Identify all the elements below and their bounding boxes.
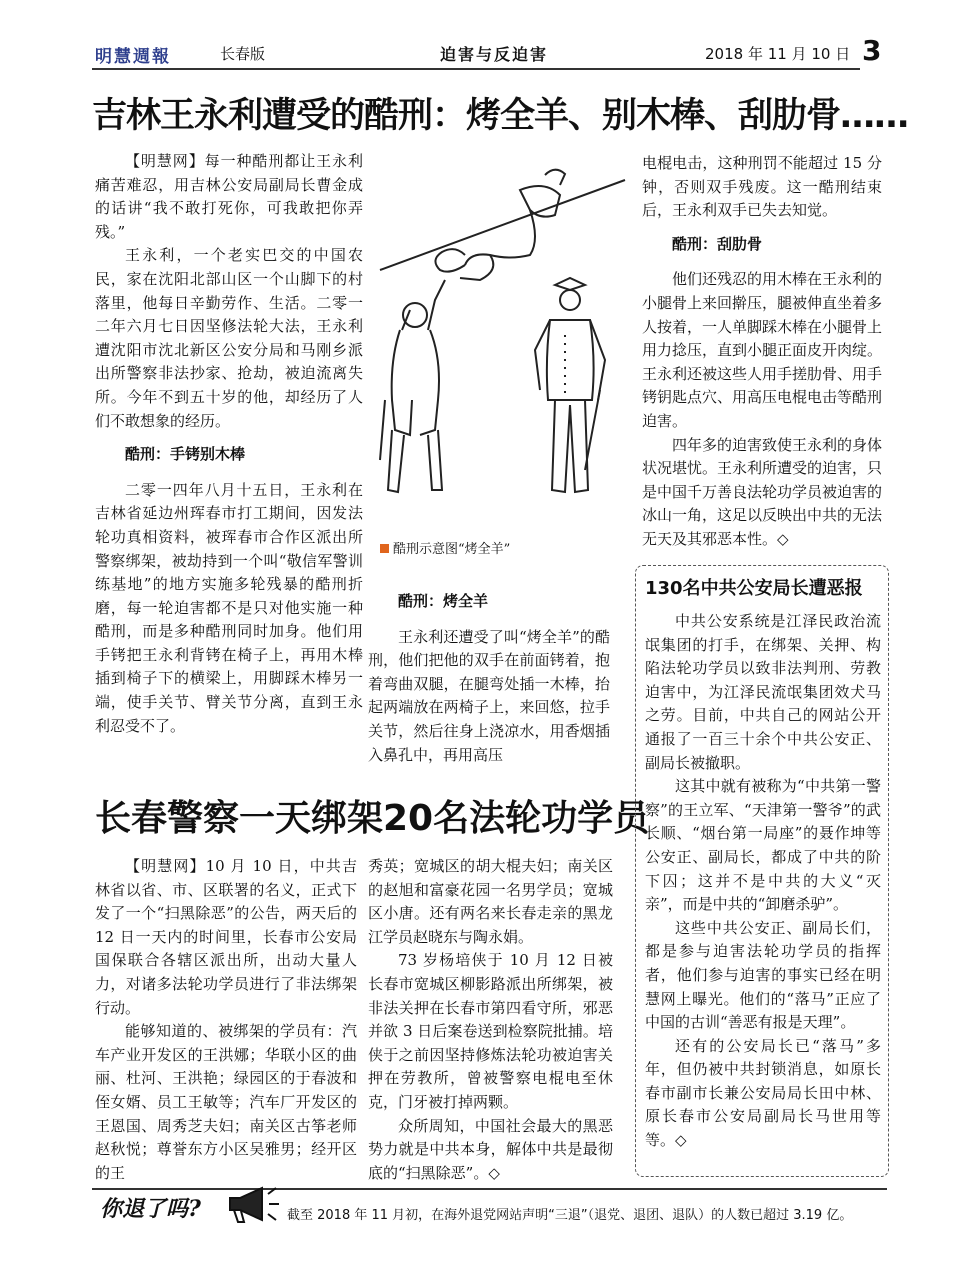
article1-paragraph: 二零一四年八月十五日，王永利在吉林省延边州珲春市打工期间，因发法轮功真相资料，被珲春市合作区派出所警察绑架，被劫持到一个叫“敬信军警训练基地”的地方实施多轮残暴的酷刑折磨，每一轮迫害都不是只对他实施一种酷刑，而是多种酷刑同时加身。他们用手铐把王永利背铐在椅子上，再用木棒插到椅子下的横梁上，用脚踩木棒另一端，使手关节、臂关节分离，直到王永利忍受不了。 (95, 480, 363, 735)
sidebar-title: 130名中共公安局长遭恶报 (645, 578, 863, 599)
article1-column3 (642, 152, 882, 552)
masthead-edition: 长春版 (220, 45, 266, 63)
article2-paragraph: 众所周知，中国社会最大的黑恶势力就是中共本身，解体中共是最彻底的“扫黑除恶”。◇ (368, 1116, 613, 1182)
sidebar-paragraph: 还有的公安局长已“落马”多年，但仍被中共封锁消息，如原长春市副市长兼公安局局长田中林、原长春市公安局副局长马世用等等。◇ (645, 1036, 881, 1150)
article1-paragraph: 四年多的迫害致使王永利的身体状况堪忧。王永利所遭受的迫害，只是中国千万善良法轮功学员被迫害的冰山一角，这足以反映出中共的无法无天及其邪恶本性。◇ (642, 435, 883, 548)
article1-column2 (368, 590, 610, 767)
article2-column2 (368, 855, 613, 1185)
article2-headline: 长春警察一天绑架20名法轮功学员 (95, 798, 650, 839)
footer-rule (92, 1188, 887, 1190)
masthead-section: 迫害与反迫害 (440, 45, 549, 64)
sidebar-paragraph: 中共公安系统是江泽民政治流氓集团的打手，在绑架、关押、构陷法轮功学员以致非法判刑、劳教迫害中，为江泽民流氓集团效犬马之劳。目前，中共自己的网站公开通报了一百三十余个中共公安正、副局长被撤职。 (645, 612, 881, 772)
caption-text: 酷刑示意图“烤全羊” (393, 542, 511, 557)
article1-paragraph: 王永利还遭受了叫“烤全羊”的酷刑，他们把他的双手在前面铐着，抱着弯曲双腿，在腿弯处插一木棒，抬起两端放在两椅子上，来回悠，拉手关节，然后往身上浇凉水，用香烟插入鼻孔中，再用高压 (368, 627, 610, 764)
sidebar-body (645, 610, 881, 1153)
torture-illustration-svg (370, 160, 630, 530)
article1-paragraph: 王永利，一个老实巴交的中国农民，家在沈阳北部山区一个山脚下的村落里，他每日辛勤劳作、生活。二零一二年六月七日因坚修法轮大法，王永利遭沈阳市沈北新区公安分局和马刚乡派出所警察非法抄家、抢劫，被迫流离失所。今年不到五十岁的他，却经历了人们不敢想象的经历。 (95, 246, 363, 430)
subhead-rib: 酷刑：刮肋骨 (672, 234, 763, 253)
article2-paragraph: 【明慧网】10 月 10 日，中共吉林省以省、市、区联署的名义，正式下发了一个“扫黑除恶”的公告，两天后的 12 日一天内的时间里，长春市公安局国保联合各辖区派出所，出动大量人力，对诸多法轮功学员进行了非法绑架行动。 (95, 857, 357, 1017)
article1-paragraph: 他们还残忍的用木棒在王永利的小腿骨上来回擀压，腿被伸直坐着多人按着，一人单脚踩木棒在小腿骨上用力捻压，直到小腿正面皮开肉绽。王永利还被这些人用手搓肋骨、用手铐钥匙点穴、用高压电棍电击等酷刑迫害。 (642, 270, 883, 430)
megaphone-icon (222, 1180, 282, 1225)
sidebar-paragraph: 这其中就有被称为“中共第一警察”的王立军、“天津第一警爷”的武长顺、“烟台第一局座”的聂作坤等公安正、副局长，都成了中共的阶下囚；这并不是中共的大义“灭亲”，而是中共的“卸磨杀驴”。 (645, 777, 881, 914)
article2-column1 (95, 855, 357, 1185)
torture-illustration (370, 160, 630, 530)
masthead-rule (92, 68, 860, 70)
illustration-caption (380, 538, 510, 557)
footer-slogan: 你退了吗? (100, 1196, 201, 1222)
footer-text: 截至 2018 年 11 月初，在海外退党网站声明“三退”（退党、退团、退队）的人数已超过 3.19 亿。 (287, 1208, 853, 1223)
masthead-brand: 明慧週報 (95, 47, 171, 67)
article1-paragraph: 电棍电击，这种刑罚不能超过 15 分钟，否则双手残废。这一酷刑结束后，王永利双手已失去知觉。 (642, 154, 882, 220)
article1-headline: 吉林王永利遭受的酷刑：烤全羊、别木棒、刮肋骨…… (92, 96, 909, 136)
sidebar-paragraph: 这些中共公安正、副局长们，都是参与迫害法轮功学员的指挥者，他们参与迫害的事实已经在明慧网上曝光。他们的“落马”正应了中国的古训“善恶有报是天理”。 (645, 918, 881, 1032)
subhead-handcuff: 酷刑：手铐别木棒 (125, 445, 246, 464)
page-number: 3 (862, 34, 882, 67)
article2-paragraph: 秀英；宽城区的胡大棍夫妇；南关区的赵旭和富豪花园一名男学员；宽城区小唐。还有两名来长春走亲的黑龙江学员赵晓东与陶永娟。 (368, 857, 613, 946)
masthead-date: 2018 年 11 月 10 日 (705, 45, 851, 63)
article2-paragraph: 73 岁杨培侠于 10 月 12 日被长春市宽城区柳影路派出所绑架，被非法关押在长春市第四看守所，邪恶并欲 3 日后案卷送到检察院批捕。培侠于之前因坚持修炼法轮功被迫害关押在劳教所，曾被警察电棍电至休克，门牙被打掉两颗。 (368, 951, 613, 1111)
caption-bullet-icon (380, 544, 389, 553)
article1-column1 (95, 150, 363, 738)
article2-paragraph: 能够知道的、被绑架的学员有：汽车产业开发区的王洪娜；华联小区的曲丽、杜河、王洪艳；绿园区的于春波和侄女婿、员工王敏等；汽车厂开发区的王恩国、周秀芝夫妇；南关区古筝老师赵秋悦；尊誉东方小区吴雅男；经开区的王 (95, 1022, 357, 1182)
subhead-roast: 酷刑：烤全羊 (398, 592, 489, 610)
article1-paragraph: 【明慧网】每一种酷刑都让王永利痛苦难忍，用吉林公安局副局长曹金成的话讲“我不敢打死你，可我敢把你弄残。” (95, 152, 363, 241)
